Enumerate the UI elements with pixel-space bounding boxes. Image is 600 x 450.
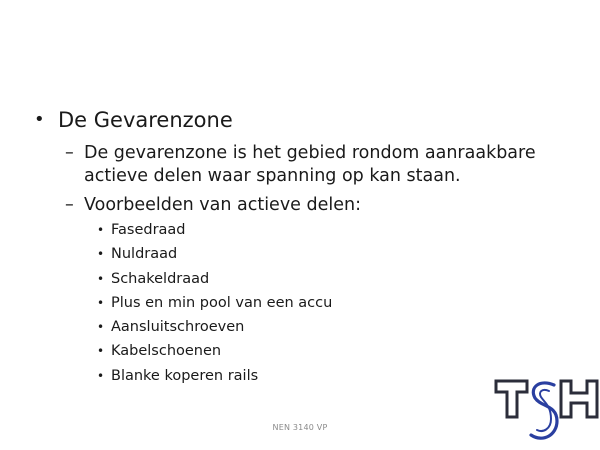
bullet-level3 bbox=[32, 218, 562, 242]
tsh-logo-icon bbox=[493, 375, 599, 450]
example-kabelschoenen: Kabelschoenen bbox=[111, 343, 222, 360]
bullet-text-voorbeelden: Voorbeelden van actieve delen: bbox=[84, 195, 362, 215]
example-aansluitschroeven: Aansluitschroeven bbox=[111, 319, 245, 336]
bullet-text-gevarenzone: De Gevarenzone bbox=[58, 108, 233, 132]
bullet-marker: • bbox=[97, 295, 105, 310]
bullet-level3 bbox=[32, 242, 562, 266]
bullet-level3 bbox=[32, 267, 562, 291]
bullet-level2 bbox=[32, 142, 562, 188]
bullet-marker: • bbox=[97, 368, 105, 383]
example-nuldraad: Nuldraad bbox=[111, 246, 178, 263]
bullet-marker: • bbox=[97, 271, 105, 286]
bullet-level3 bbox=[32, 339, 562, 363]
bullet-level1 bbox=[32, 106, 562, 134]
example-accu-polen: Plus en min pool van een accu bbox=[111, 294, 333, 311]
bullet-marker: • bbox=[34, 109, 45, 130]
bullet-level2 bbox=[32, 194, 562, 217]
bullet-level3 bbox=[32, 291, 562, 315]
example-schakeldraad: Schakeldraad bbox=[111, 270, 210, 287]
dash-marker: – bbox=[65, 195, 74, 215]
dash-marker: – bbox=[65, 143, 74, 163]
bullet-text-definition: De gevarenzone is het gebied rondom aanraakbare actieve delen waar spanning op kan staan. bbox=[84, 143, 536, 186]
example-fasedraad: Fasedraad bbox=[111, 222, 186, 238]
bullet-level3 bbox=[32, 315, 562, 339]
bullet-marker: • bbox=[97, 247, 105, 262]
bullet-marker: • bbox=[97, 223, 105, 237]
slide-footer: NEN 3140 VP bbox=[272, 423, 328, 432]
bullet-level3 bbox=[32, 364, 562, 388]
bullet-marker: • bbox=[97, 344, 105, 359]
bullet-list bbox=[32, 106, 562, 388]
example-koperen-rails: Blanke koperen rails bbox=[111, 367, 259, 384]
bullet-marker: • bbox=[97, 320, 105, 335]
